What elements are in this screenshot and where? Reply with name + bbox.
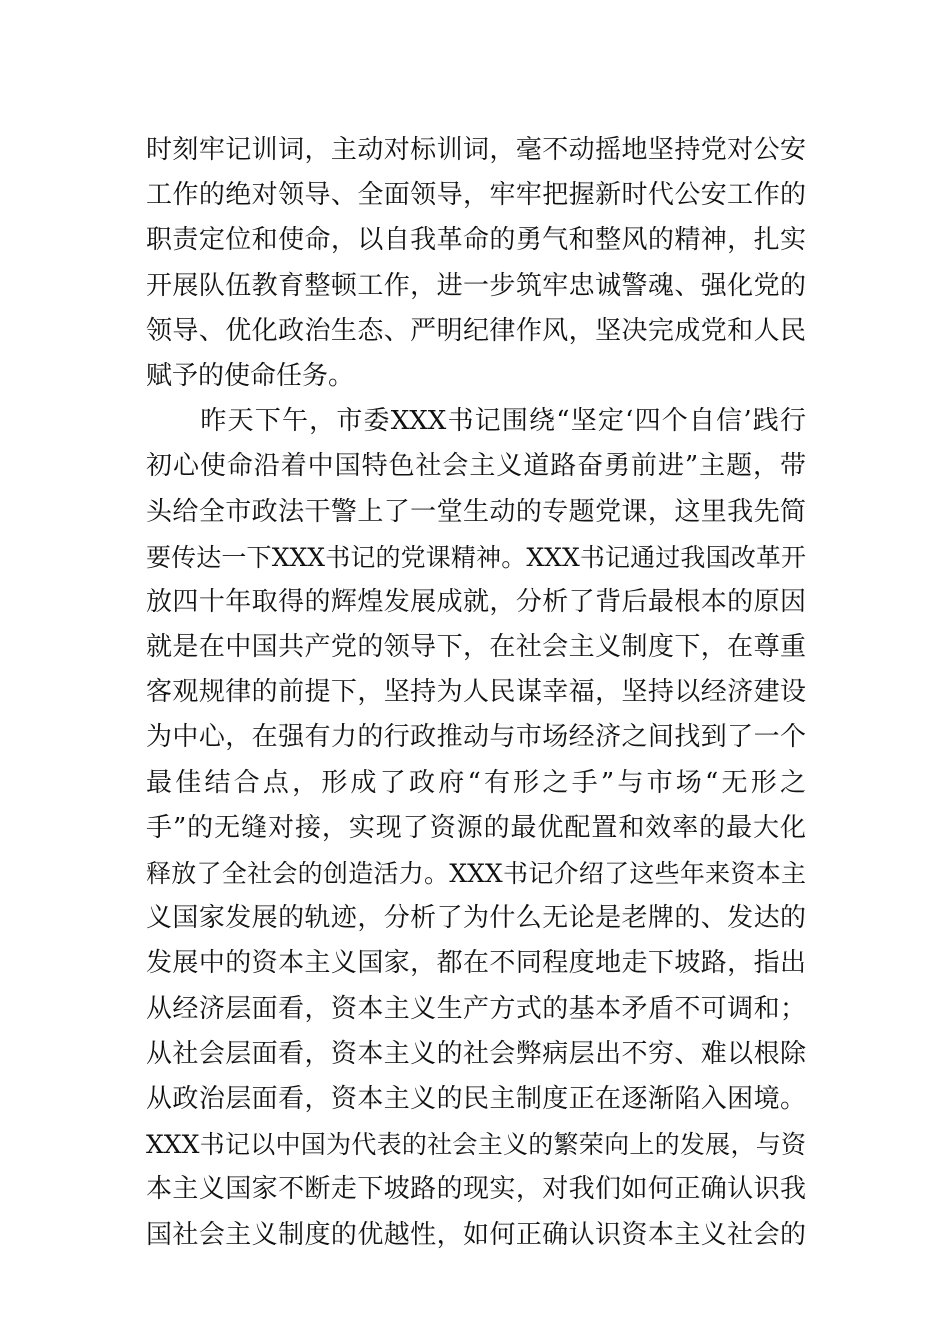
text-line: 从经济层面看，资本主义生产方式的基本矛盾不可调和；: [146, 993, 806, 1024]
text-line: XXX书记以中国为代表的社会主义的繁荣向上的发展，与资: [146, 1130, 806, 1160]
text-line: 领导、优化政治生态、严明纪律作风，坚决完成党和人民: [146, 315, 806, 346]
text-line: 开展队伍教育整顿工作，进一步筑牢忠诚警魂、强化党的: [146, 270, 806, 301]
text-line: 工作的绝对领导、全面领导，牢牢把握新时代公安工作的: [146, 180, 806, 211]
text-line: 从社会层面看，资本主义的社会弊病层出不穷、难以根除: [146, 1038, 806, 1069]
text-line: 赋予的使命任务。: [146, 360, 355, 391]
text-line: 时刻牢记训词，主动对标训词，毫不动摇地坚持党对公安: [146, 135, 806, 165]
text-line: 初心使命沿着中国特色社会主义道路奋勇前进”主题，带: [146, 451, 806, 482]
text-line: 客观规律的前提下，坚持为人民谋幸福，坚持以经济建设: [146, 677, 806, 708]
text-line: 最佳结合点，形成了政府“有形之手”与市场“无形之: [146, 767, 806, 798]
text-line: 国社会主义制度的优越性，如何正确认识资本主义社会的: [146, 1219, 806, 1250]
text-line: 为中心，在强有力的行政推动与市场经济之间找到了一个: [146, 722, 806, 753]
text-line: 要传达一下XXX书记的党课精神。XXX书记通过我国改革开: [146, 542, 806, 572]
text-line: 就是在中国共产党的领导下，在社会主义制度下，在尊重: [146, 632, 806, 663]
text-line: 头给全市政法干警上了一堂生动的专题党课，这里我先简: [146, 496, 806, 527]
text-line: 释放了全社会的创造活力。XXX书记介绍了这些年来资本主: [146, 859, 806, 888]
text-line: 手”的无缝对接，实现了资源的最优配置和效率的最大化: [146, 812, 806, 843]
text-line: 本主义国家不断走下坡路的现实，对我们如何正确认识我: [146, 1174, 806, 1205]
body-text: [146, 128, 806, 1258]
text-line: 义国家发展的轨迹，分析了为什么无论是老牌的、发达的: [146, 903, 806, 934]
text-line: 昨天下午，市委XXX书记围绕“坚定‘四个自信’践行: [146, 406, 806, 437]
text-line: 放四十年取得的辉煌发展成就，分析了背后最根本的原因: [146, 586, 806, 617]
text-line: 职责定位和使命，以自我革命的勇气和整风的精神，扎实: [146, 225, 806, 256]
text-line: 从政治层面看，资本主义的民主制度正在逐渐陷入困境。: [146, 1083, 806, 1114]
text-line: 发展中的资本主义国家，都在不同程度地走下坡路，指出: [146, 948, 806, 979]
